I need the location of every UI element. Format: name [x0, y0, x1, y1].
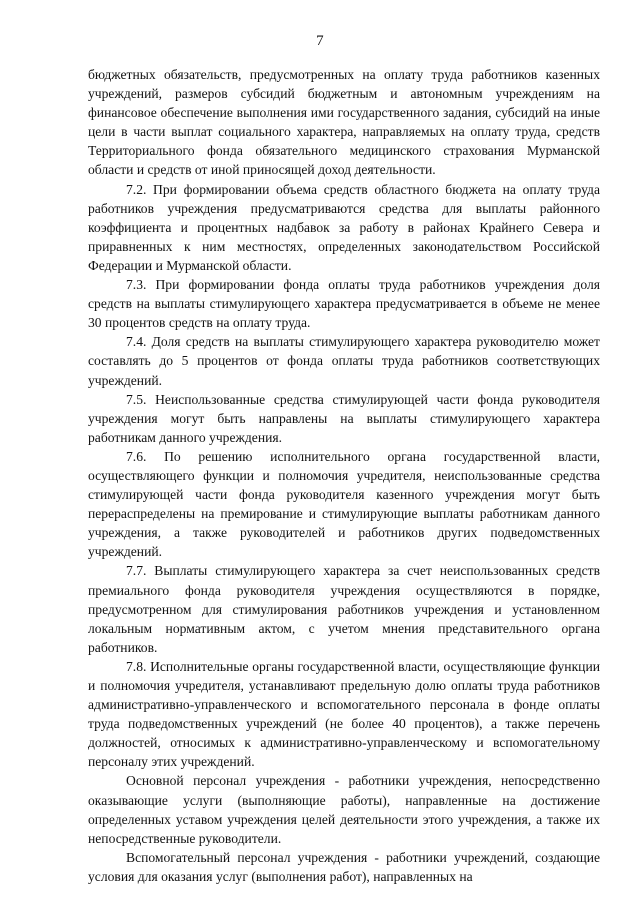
paragraph-auxiliary-staff: Вспомогательный персонал учреждения - работники учреждений, создающие условия для оказания услуг (выполнения работ), направленных на — [88, 849, 600, 884]
document-body — [88, 65, 600, 886]
paragraph-7-7: 7.7. Выплаты стимулирующего характера за счет неиспользованных средств премиального фонда руководителя учреждения осуществляются в порядке, предусмотренном для стимулирования работников учреждения и установленном локальным нормативным актом, с учетом мнения представительного органа работников. — [88, 563, 600, 655]
paragraph-continuation: бюджетных обязательств, предусмотренных на оплату труда работников казенных учреждений, размеров субсидий бюджетным и автономным учреждениям на финансовое обеспечение выполнения ими государственного задания, субсидий на иные цели в части выплат социального характера, направляемых на оплату труда, средств Территориального фонда обязательного медицинского страхования Мурманской области и средств от иной приносящей доход деятельности. — [88, 67, 600, 178]
paragraph-7-4: 7.4. Доля средств на выплаты стимулирующего характера руководителю может составлять до 5 процентов от фонда оплаты труда работников соответствующих учреждений. — [88, 334, 600, 388]
page-number: 7 — [316, 33, 324, 49]
paragraph-7-8: 7.8. Исполнительные органы государственной власти, осуществляющие функции и полномочия учредителя, устанавливают предельную долю оплаты труда работников административно-управленческого и вспомогательного персонала в фонде оплаты труда подведомственных учреждений (не более 40 процентов), а также перечень должностей, относимых к административно-управленческому и вспомогательному персоналу этих учреждений. — [88, 658, 600, 770]
paragraph-7-5: 7.5. Неиспользованные средства стимулирующей части фонда руководителя учреждения могут быть направлены на выплаты стимулирующего характера работникам данного учреждения. — [88, 391, 600, 445]
paragraph-7-3: 7.3. При формировании фонда оплаты труда работников учреждения доля средств на выплаты стимулирующего характера предусматривается в объеме не менее 30 процентов средств на оплату труда. — [88, 277, 600, 331]
paragraph-7-6: 7.6. По решению исполнительного органа государственной власти, осуществляющего функции и полномочия учредителя, неиспользованные средства стимулирующей части фонда руководителя казенного учреждения могут быть перераспределены на премирование и стимулирующие выплаты работникам данного учреждения, а также руководителей и работников других подведомственных учреждений. — [88, 448, 600, 560]
paragraph-main-staff: Основной персонал учреждения - работники учреждения, непосредственно оказывающие услуги (выполняющие работы), направленные на достижение определенных уставом учреждения целей деятельности этого учреждения, а также их непосредственные руководители. — [88, 773, 600, 846]
paragraph-7-2: 7.2. При формировании объема средств областного бюджета на оплату труда работников учреждения предусматриваются средства для выплаты районного коэффициента и процентных надбавок за работу в районах Крайнего Севера и приравненных к ним местностях, определенных законодательством Российской Федерации и Мурманской области. — [88, 181, 600, 273]
